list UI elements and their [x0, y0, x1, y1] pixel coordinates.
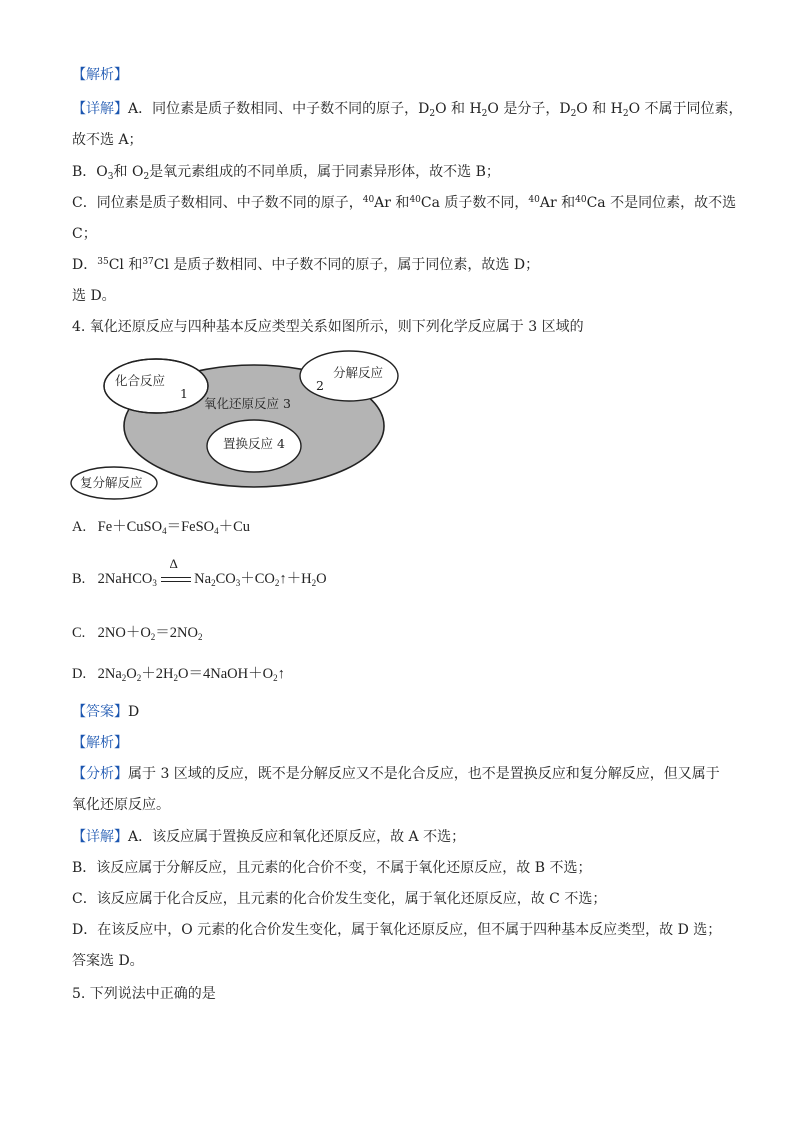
detail-b-line	[72, 163, 500, 181]
detail-d-line	[72, 256, 539, 274]
question-5: 5. 下列说法中正确的是	[72, 986, 216, 1002]
formula-text: ＋CO	[240, 571, 275, 587]
formula-text: 2NaHCO	[97, 571, 153, 587]
text: Cl 是质子数相同、中子数不同的原子，属于同位素，故选 D；	[153, 257, 540, 273]
text: 属于 3 区域的反应，既不是分解反应又不是化合反应，也不是置换反应和复分解反应，但又属于	[128, 766, 720, 782]
subscript: 2	[173, 673, 179, 683]
analysis-line-1	[72, 765, 720, 783]
text: O 和 H	[576, 101, 623, 117]
formula-text: Fe＋CuSO	[97, 519, 163, 535]
subscript: 2	[273, 673, 278, 683]
equals-line-top	[161, 577, 191, 578]
text: Ca 不是同位素，故不选	[586, 195, 737, 211]
superscript: 40	[409, 195, 421, 205]
formula-text: ↑＋H	[279, 571, 312, 587]
superscript: 40	[575, 195, 587, 205]
analysis-tag: 【分析】	[72, 766, 128, 782]
text: Cl 和	[108, 257, 143, 273]
double-decomposition-label: 复分解反应	[80, 475, 143, 490]
final-answer-1: 选 D。	[72, 288, 116, 304]
detail2-b-line: B．该反应属于分解反应，且元素的化合价不变，不属于氧化还原反应，故 B 不选；	[72, 860, 592, 876]
heating-equals-sign	[161, 555, 191, 587]
option-a	[72, 518, 250, 536]
formula-text: 2NO＋O	[97, 625, 151, 641]
decomposition-label: 分解反应	[333, 365, 384, 380]
text: Ar 和	[539, 195, 576, 211]
detail-a-continuation: 故不选 A；	[72, 132, 143, 148]
analysis-line-2: 氧化还原反应。	[72, 797, 170, 813]
answer-tag: 【答案】	[72, 704, 128, 720]
detail-a-line	[72, 100, 743, 118]
subscript: 2	[211, 578, 216, 588]
option-c	[72, 624, 203, 642]
formula-text: O＝4NaOH＋O	[178, 666, 274, 682]
subscript: 2	[121, 673, 127, 683]
subscript: 4	[162, 526, 167, 536]
option-d	[72, 665, 285, 683]
text: D．	[72, 257, 98, 273]
text: D	[418, 101, 430, 117]
subscript: 3	[107, 172, 114, 182]
text: 和 O	[113, 164, 144, 180]
subscript: 2	[274, 578, 280, 588]
region-2-label: 2	[316, 378, 324, 393]
subscript: 2	[136, 673, 142, 683]
option-a-label: A.	[72, 519, 87, 535]
formula-text: O	[126, 666, 137, 682]
detail-tag: 【详解】	[72, 101, 128, 117]
detail2-c-line: C．该反应属于化合反应，且元素的化合价发生变化，属于氧化还原反应，故 C 不选；	[72, 891, 607, 907]
analysis-heading-2: 【解析】	[72, 735, 128, 751]
formula-text: ＝2NO	[155, 625, 198, 641]
option-b	[72, 555, 327, 588]
final-answer-2: 答案选 D。	[72, 953, 144, 969]
subscript: 3	[235, 578, 241, 588]
subscript: 2	[150, 632, 156, 642]
formula-text: CO	[215, 571, 236, 587]
superscript: 40	[362, 195, 375, 205]
formula-text: ＝FeSO	[166, 519, 215, 535]
analysis-heading-1: 【解析】	[72, 67, 128, 83]
answer-value: D	[128, 704, 140, 720]
text: C．同位素是质子数相同、中子数不同的原子，	[72, 195, 363, 211]
detail2-a-line	[72, 828, 465, 846]
replacement-label: 置换反应 4	[223, 436, 285, 451]
delta-symbol: Δ	[169, 555, 178, 571]
reaction-type-diagram	[70, 346, 410, 502]
answer-line	[72, 703, 139, 721]
formula-text: ＋Cu	[218, 519, 251, 535]
redox-label: 氧化还原反应 3	[204, 396, 291, 411]
text: B．O	[72, 164, 108, 180]
question-4: 4. 氧化还原反应与四种基本反应类型关系如图所示，则下列化学反应属于 3 区域的	[72, 319, 584, 335]
text: O 不属于同位素，	[628, 101, 743, 117]
option-c-label: C.	[72, 625, 86, 641]
region-1-label: 1	[180, 386, 188, 401]
combination-label: 化合反应	[115, 373, 166, 388]
formula-text: O	[316, 571, 327, 587]
formula-text: Na	[194, 571, 212, 587]
text: A．该反应属于置换反应和氧化还原反应，故 A 不选；	[128, 829, 466, 845]
formula-text: ↑	[277, 666, 285, 682]
formula-text: ＋2H	[141, 666, 174, 682]
equals-line-bottom	[161, 581, 191, 582]
detail-c-continuation: C；	[72, 226, 97, 242]
subscript: 2	[481, 109, 488, 119]
subscript: 2	[198, 632, 203, 642]
subscript: 2	[570, 109, 577, 119]
detail-tag: 【详解】	[72, 829, 128, 845]
text: Ar 和	[374, 195, 410, 211]
detail-c-line	[72, 194, 736, 212]
option-d-label: D.	[72, 666, 87, 682]
subscript: 2	[622, 109, 629, 119]
subscript: 2	[429, 109, 436, 119]
superscript: 37	[142, 257, 154, 267]
option-b-label: B.	[72, 571, 86, 587]
text: O 是分子，D	[487, 101, 571, 117]
detail2-d-line: D．在该反应中，O 元素的化合价发生变化，属于氧化还原反应，但不属于四种基本反应类型，故 D 选；	[72, 922, 722, 938]
subscript: 2	[143, 172, 150, 182]
subscript: 2	[311, 578, 317, 588]
formula-text: 2Na	[97, 666, 122, 682]
subscript: 3	[152, 578, 157, 588]
text: Ca 质子数不同，	[420, 195, 529, 211]
text: 是氧元素组成的不同单质，属于同素异形体，故不选 B；	[149, 164, 500, 180]
text: A．同位素是质子数相同、中子数不同的原子，	[128, 101, 419, 117]
superscript: 40	[528, 195, 540, 205]
text: O 和 H	[435, 101, 482, 117]
subscript: 4	[214, 526, 219, 536]
superscript: 35	[97, 257, 109, 267]
